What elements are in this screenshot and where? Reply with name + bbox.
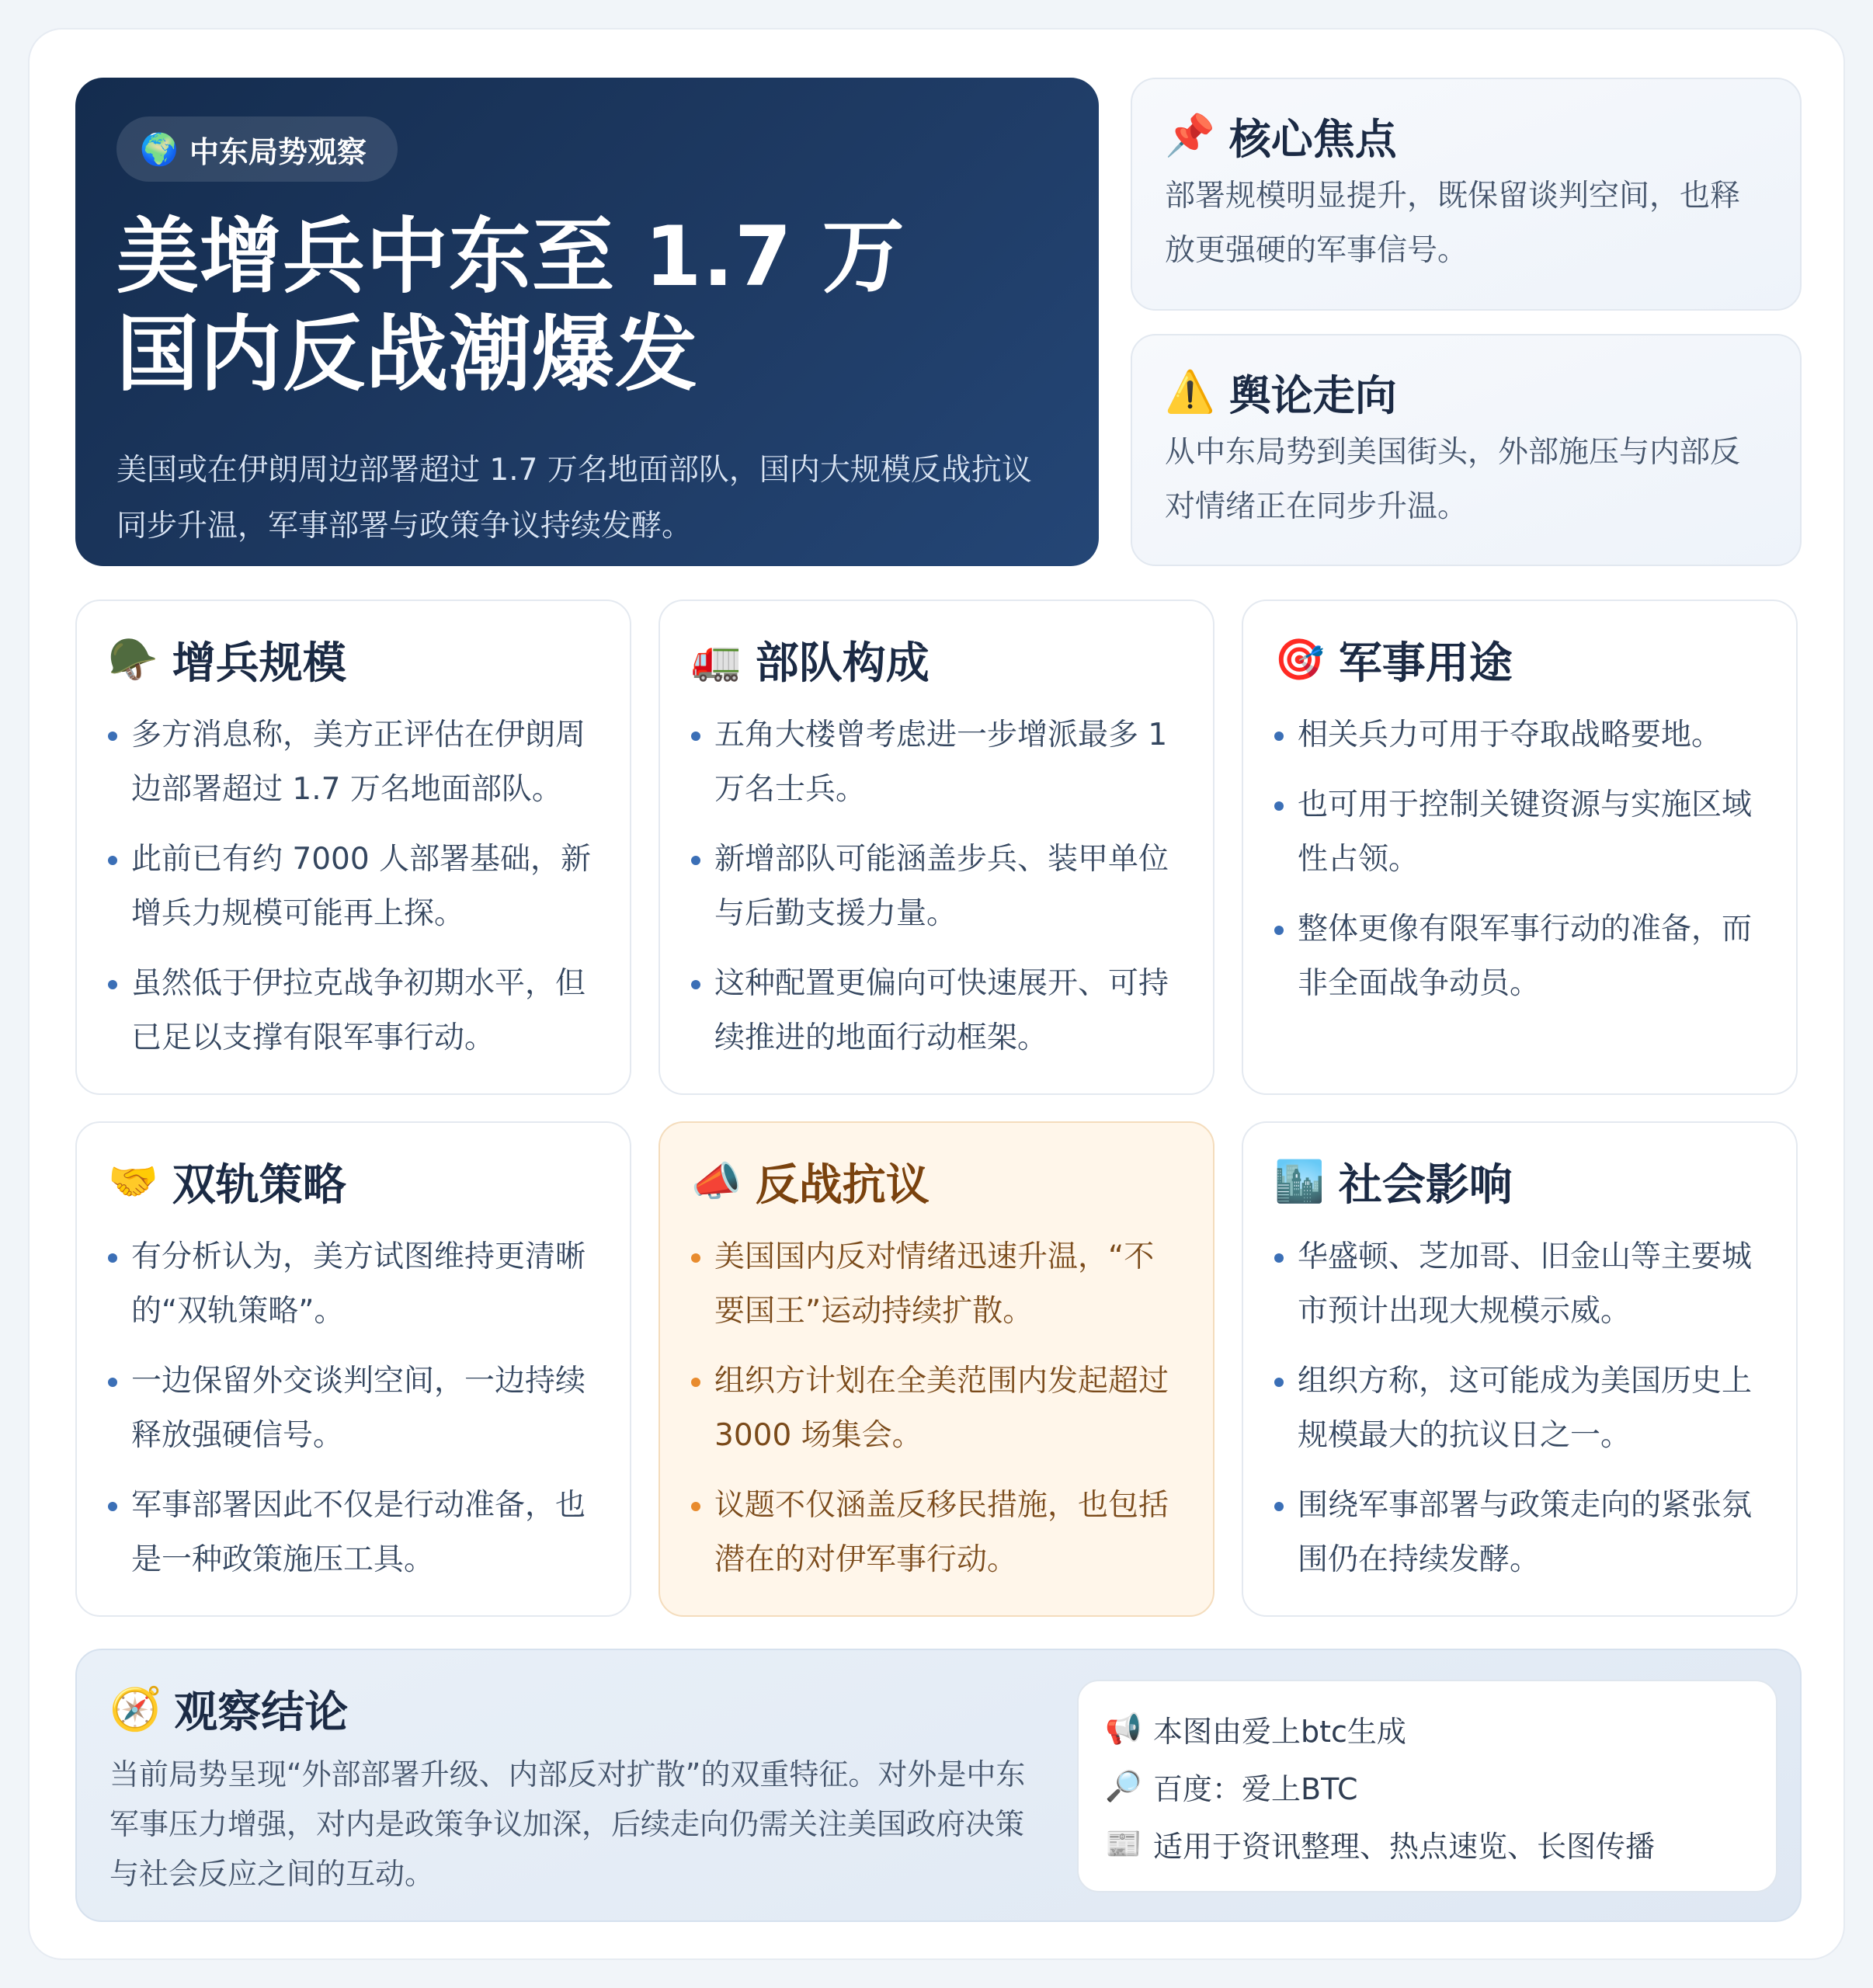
hero-banner [75, 78, 1099, 566]
cityscape-icon: 🏙️ [1274, 1159, 1325, 1205]
card-title: 增兵规模 [172, 638, 346, 689]
side-card-header [1165, 107, 1769, 165]
side-card-text: 部署规模明显提升，既保留谈判空间，也释放更强硬的军事信号。 [1165, 179, 1741, 268]
loudspeaker-icon: 📢 [1105, 1711, 1142, 1746]
card-header [691, 1149, 1176, 1215]
megaphone-icon: 📣 [691, 1159, 742, 1205]
conclusion-text: 当前局势呈现“外部部署升级、内部反对扩散”的双重特征。对外是中东军事压力增强，对内是政策争议加深，后续走向仍需关注美国政府决策与社会反应之间的互动。 [109, 1757, 1026, 1891]
list-item: 此前已有约 7000 人部署基础，新增兵力规模可能再上探。 [108, 832, 592, 941]
card-list [1274, 1230, 1759, 1587]
helmet-icon: 🪖 [108, 637, 158, 683]
hero-badge-label: 中东局势观察 [189, 134, 367, 169]
list-item: 整体更像有限军事行动的准备，而非全面战争动员。 [1274, 902, 1759, 1011]
infographic-page [28, 28, 1845, 1960]
info-row [1105, 1700, 1750, 1757]
side-card-core-focus [1131, 78, 1802, 311]
hero-title-line1: 美增兵中东至 1.7 万 [116, 209, 905, 304]
hero-title-line2: 国内反战潮爆发 [116, 307, 698, 402]
info-row [1105, 1815, 1750, 1872]
card-troop-scale [75, 600, 631, 1095]
target-icon: 🎯 [1274, 637, 1325, 683]
list-item: 这种配置更偏向可快速展开、可持续推进的地面行动框架。 [691, 957, 1176, 1065]
card-header [691, 627, 1176, 693]
conclusion-header [109, 1678, 348, 1740]
card-list [691, 1230, 1176, 1587]
info-row [1105, 1757, 1750, 1815]
list-item: 组织方称，这可能成为美国历史上规模最大的抗议日之一。 [1274, 1354, 1759, 1463]
list-item: 新增部队可能涵盖步兵、装甲单位与后勤支援力量。 [691, 832, 1176, 941]
card-dual-track [75, 1121, 631, 1617]
card-list [1274, 708, 1759, 1011]
card-social-impact [1242, 1121, 1798, 1617]
handshake-icon: 🤝 [108, 1159, 158, 1205]
list-item: 军事部署因此不仅是行动准备，也是一种政策施压工具。 [108, 1479, 592, 1587]
compass-icon: 🧭 [109, 1684, 162, 1733]
list-item: 组织方计划在全美范围内发起超过 3000 场集会。 [691, 1354, 1176, 1463]
card-antiwar-protest [659, 1121, 1214, 1617]
truck-icon: 🚛 [691, 637, 742, 683]
info-text: 适用于资讯整理、热点速览、长图传播 [1153, 1829, 1656, 1864]
side-card-opinion-trend [1131, 334, 1802, 566]
newspaper-icon: 📰 [1105, 1826, 1142, 1861]
list-item: 五角大楼曾考虑进一步增派最多 1 万名士兵。 [691, 708, 1176, 817]
card-title: 军事用途 [1338, 638, 1513, 689]
side-card-title: 核心焦点 [1228, 114, 1397, 164]
card-header [108, 1149, 592, 1215]
card-title: 双轨策略 [172, 1160, 346, 1211]
card-title: 社会影响 [1338, 1160, 1513, 1211]
info-text: 百度：爱上BTC [1153, 1771, 1358, 1806]
card-header [1274, 1149, 1759, 1215]
hero-title [116, 208, 1048, 404]
warning-icon: ⚠️ [1165, 369, 1215, 415]
conclusion-panel [75, 1649, 1802, 1922]
card-title: 部队构成 [755, 638, 930, 689]
globe-icon: 🌍 [140, 131, 179, 168]
card-header [108, 627, 592, 693]
conclusion-title: 观察结论 [174, 1687, 349, 1738]
list-item: 围绕军事部署与政策走向的紧张氛围仍在持续发酵。 [1274, 1479, 1759, 1587]
card-troop-composition [659, 600, 1214, 1095]
list-item: 美国国内反对情绪迅速升温，“不要国王”运动持续扩散。 [691, 1230, 1176, 1339]
side-card-title: 舆论走向 [1228, 370, 1397, 420]
hero-badge [116, 116, 398, 182]
card-military-use [1242, 600, 1798, 1095]
source-info-box [1077, 1680, 1777, 1892]
list-item: 一边保留外交谈判空间，一边持续释放强硬信号。 [108, 1354, 592, 1463]
magnifier-icon: 🔎 [1105, 1768, 1142, 1803]
card-list [108, 1230, 592, 1587]
card-title: 反战抗议 [755, 1160, 930, 1211]
list-item: 多方消息称，美方正评估在伊朗周边部署超过 1.7 万名地面部队。 [108, 708, 592, 817]
card-list [691, 708, 1176, 1065]
list-item: 华盛顿、芝加哥、旧金山等主要城市预计出现大规模示威。 [1274, 1230, 1759, 1339]
list-item: 虽然低于伊拉克战争初期水平，但已足以支撑有限军事行动。 [108, 957, 592, 1065]
list-item: 有分析认为，美方试图维持更清晰的“双轨策略”。 [108, 1230, 592, 1339]
info-text: 本图由爱上btc生成 [1153, 1714, 1406, 1749]
list-item: 议题不仅涵盖反移民措施，也包括潜在的对伊军事行动。 [691, 1479, 1176, 1587]
side-card-header [1165, 363, 1769, 421]
list-item: 也可用于控制关键资源与实施区域性占领。 [1274, 778, 1759, 887]
list-item: 相关兵力可用于夺取战略要地。 [1274, 708, 1759, 763]
side-card-text: 从中东局势到美国街头，外部施压与内部反对情绪正在同步升温。 [1165, 435, 1741, 524]
pushpin-icon: 📌 [1165, 113, 1215, 159]
hero-subtitle: 美国或在伊朗周边部署超过 1.7 万名地面部队，国内大规模反战抗议同步升温，军事部署与政策争议持续发酵。 [116, 453, 1032, 544]
card-list [108, 708, 592, 1065]
card-header [1274, 627, 1759, 693]
